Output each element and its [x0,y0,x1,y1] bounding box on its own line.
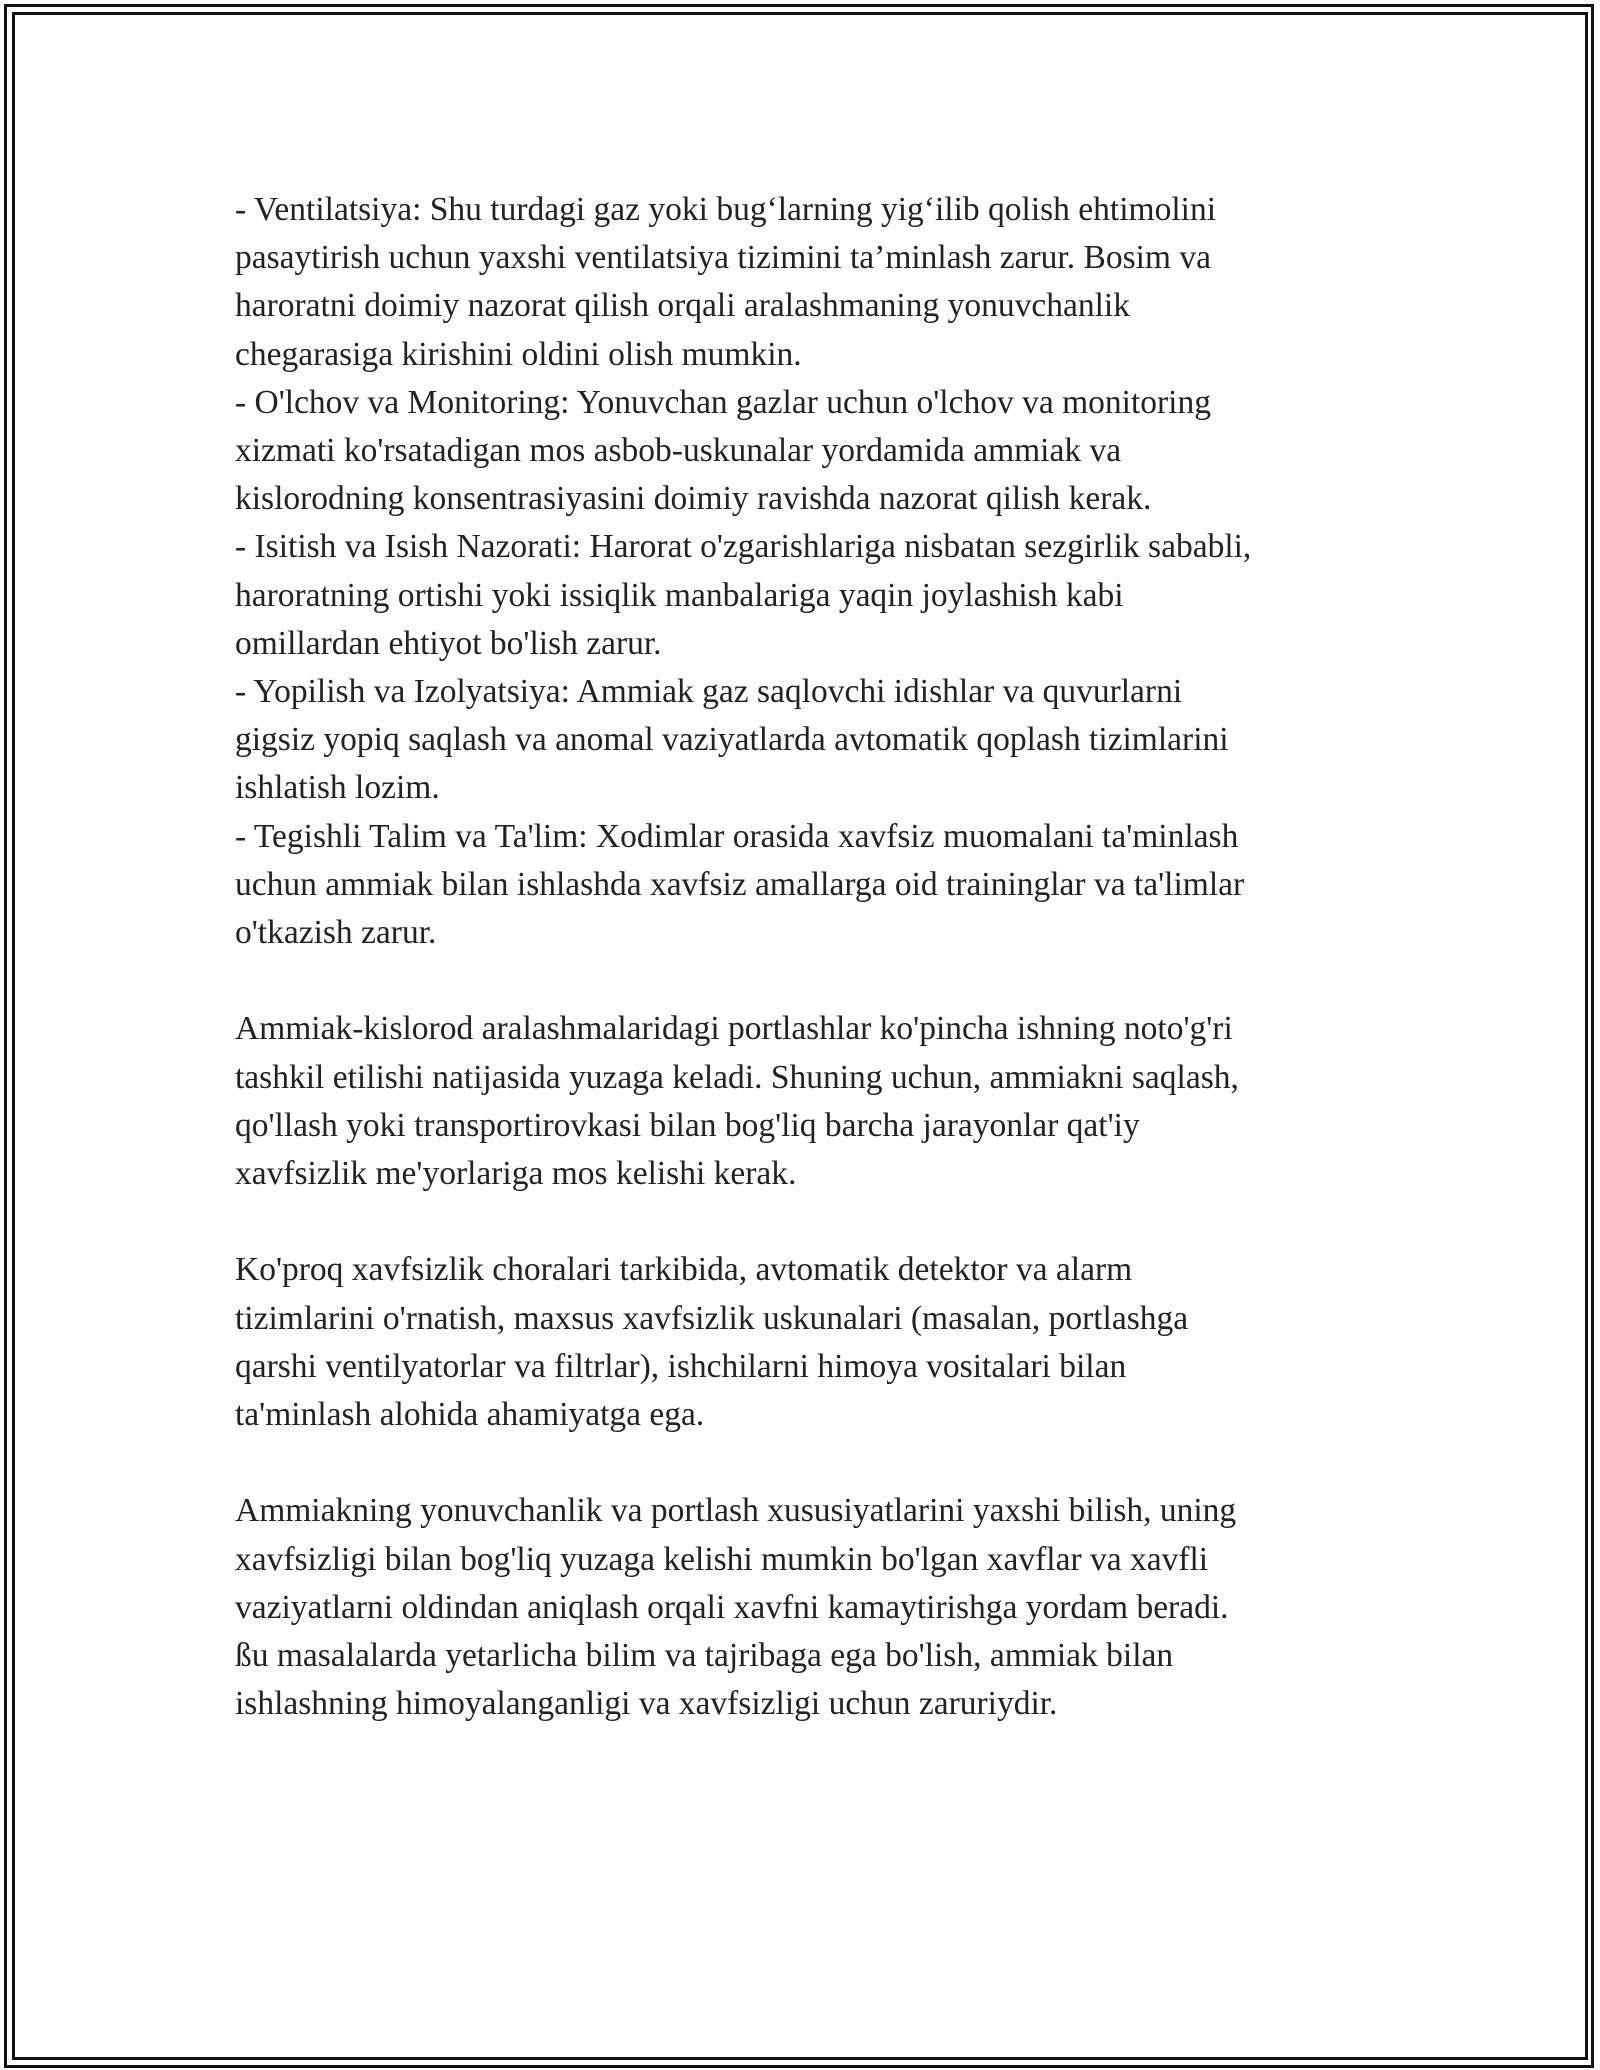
text-line: tashkil etilishi natijasida yuzaga keladi. Shuning uchun, ammiakni saqlash, [235,1058,1239,1096]
text-line: haroratni doimiy nazorat qilish orqali aralashmaning yonuvchanlik [235,287,1130,325]
additional-measures-paragraph [235,1246,1385,1439]
paragraph-gap [235,1198,1385,1246]
text-line: ishlatish lozim. [235,769,440,807]
document-body [235,186,1385,1728]
text-line: Ammiakning yonuvchanlik va portlash xususiyatlarini yaxshi bilish, uning [235,1492,1237,1530]
text-line: o'tkazish zarur. [235,914,437,952]
text-line: tizimlarini o'rnatish, maxsus xavfsizlik uskunalari (masalan, portlashga [235,1299,1189,1337]
text-line: gigsiz yopiq saqlash va anomal vaziyatlarda avtomatik qoplash tizimlarini [235,721,1229,759]
text-line: uchun ammiak bilan ishlashda xavfsiz amallarga oid traininglar va ta'limlar [235,865,1245,903]
paragraph-gap [235,1439,1385,1487]
text-line: pasaytirish uchun yaxshi ventilatsiya tizimini ta’minlash zarur. Bosim va [235,239,1211,277]
text-line: - O'lchov va Monitoring: Yonuvchan gazlar uchun o'lchov va monitoring [235,383,1211,421]
paragraph-gap [235,957,1385,1005]
text-line: ßu masalalarda yetarlicha bilim va tajribaga ega bo'lish, ammiak bilan [235,1637,1174,1675]
text-line: ta'minlash alohida ahamiyatga ega. [235,1396,705,1434]
text-line: vaziyatlarni oldindan aniqlash orqali xavfni kamaytirishga yordam beradi. [235,1588,1229,1626]
text-line: ishlashning himoyalanganligi va xavfsizligi uchun zaruriydir. [235,1685,1058,1723]
text-line: - Yopilish va Izolyatsiya: Ammiak gaz saqlovchi idishlar va quvurlarni [235,673,1183,711]
text-line: haroratning ortishi yoki issiqlik manbalariga yaqin joylashish kabi [235,576,1124,614]
text-line: - Isitish va Isish Nazorati: Harorat o'zgarishlariga nisbatan sezgirlik sababli, [235,528,1252,566]
conclusion-paragraph [235,1487,1385,1728]
text-line: omillardan ehtiyot bo'lish zarur. [235,624,662,662]
text-line: xizmati ko'rsatadigan mos asbob-uskunalar yordamida ammiak va [235,432,1122,470]
text-line: - Ventilatsiya: Shu turdagi gaz yoki bug‘larning yig‘ilib qolish ehtimolini [235,191,1217,228]
explosion-causes-paragraph [235,1005,1385,1198]
text-line: qo'llash yoki transportirovkasi bilan bog'liq barcha jarayonlar qat'iy [235,1106,1140,1144]
text-line: qarshi ventilyatorlar va filtrlar), ishchilarni himoya vositalari bilan [235,1347,1127,1385]
text-line: chegarasiga kirishini oldini olish mumkin. [235,335,802,373]
text-line: kislorodning konsentrasiyasini doimiy ravishda nazorat qilish kerak. [235,480,1152,518]
text-line: xavfsizligi bilan bog'liq yuzaga kelishi mumkin bo'lgan xavflar va xavfli [235,1540,1209,1578]
text-line: - Tegishli Talim va Ta'lim: Xodimlar orasida xavfsiz muomalani ta'minlash [235,817,1239,855]
safety-measures-paragraph [235,186,1385,957]
text-line: Ko'proq xavfsizlik choralari tarkibida, avtomatik detektor va alarm [235,1251,1133,1289]
text-line: xavfsizlik me'yorlariga mos kelishi kerak. [235,1155,797,1193]
text-line: Ammiak-kislorod aralashmalaridagi portlashlar ko'pincha ishning noto'g'ri [235,1010,1233,1048]
